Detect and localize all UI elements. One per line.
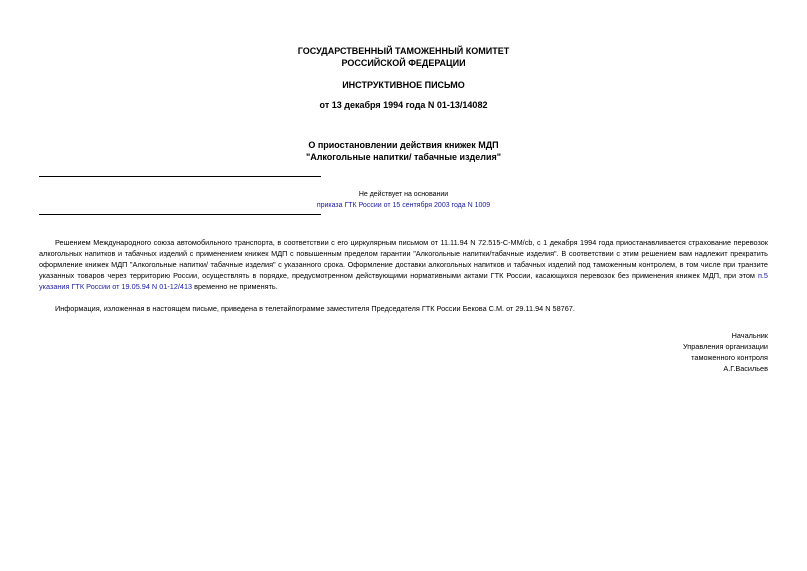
org-line-1: ГОСУДАРСТВЕННЫЙ ТАМОЖЕННЫЙ КОМИТЕТ — [297, 46, 510, 56]
signature-line-1: Начальник — [731, 331, 768, 340]
paragraph-1 — [39, 237, 768, 292]
status-note-text: Не действует на основании — [358, 191, 449, 198]
paragraph-1-tail: временно не применять. — [192, 282, 278, 291]
status-note-link[interactable]: приказа ГТК России от 15 сентября 2003 года N 1009 — [316, 202, 491, 209]
divider-top — [39, 176, 321, 177]
document-date: от 13 декабря 1994 года N 01-13/14082 — [319, 100, 488, 110]
document-body — [39, 237, 768, 314]
subject-line-2: "Алкогольные напитки/ табачные изделия" — [305, 152, 502, 162]
divider-bottom — [39, 214, 321, 215]
signature-line-2: Управления организации — [682, 342, 768, 351]
status-note — [0, 189, 807, 211]
signature-line-4: А.Г.Васильев — [723, 364, 768, 373]
subject-line-1: О приостановлении действия книжек МДП — [308, 140, 499, 150]
document-type: ИНСТРУКТИВНОЕ ПИСЬМО — [342, 80, 465, 90]
reference-link[interactable]: п.5 указания ГТК России от 19.05.94 N 01-12/413 — [39, 271, 768, 291]
document-subject — [0, 139, 807, 163]
organization-name — [0, 45, 807, 69]
paragraph-1-text: Решением Международного союза автомобильного транспорта, в соответствии с его циркулярным письмом от 11.11.94 N 72.515-C-MM/cb, с 1 декабря 1994 года приостанавливается страхование перевозок алкогольных напитков и табачных изделий с применением книжек МДП с повышенным пределом гарантии "Алкогольные напитки/табачные изделия". В соответствии с этим решением вам надлежит прекратить оформление книжек МДП "Алкогольные напитки/ табачные изделия" с указанного срока. Оформление доставки алкогольных напитков и табачных изделий под таможенным контролем, в том числе при транзите указанных товаров через территорию России, осуществлять в порядке, предусмотренном действующими нормативными актами ГТК России, касающихся перевозок без применения книжек МДП, при этом — [39, 238, 768, 280]
org-line-2: РОССИЙСКОЙ ФЕДЕРАЦИИ — [341, 58, 466, 68]
signature-block — [683, 330, 768, 374]
signature-line-3: таможенного контроля — [691, 353, 768, 362]
paragraph-2: Информация, изложенная в настоящем письме, приведена в телетайпограмме заместителя Председателя ГТК России Бекова С.М. от 29.11.94 N 58767. — [55, 304, 575, 313]
